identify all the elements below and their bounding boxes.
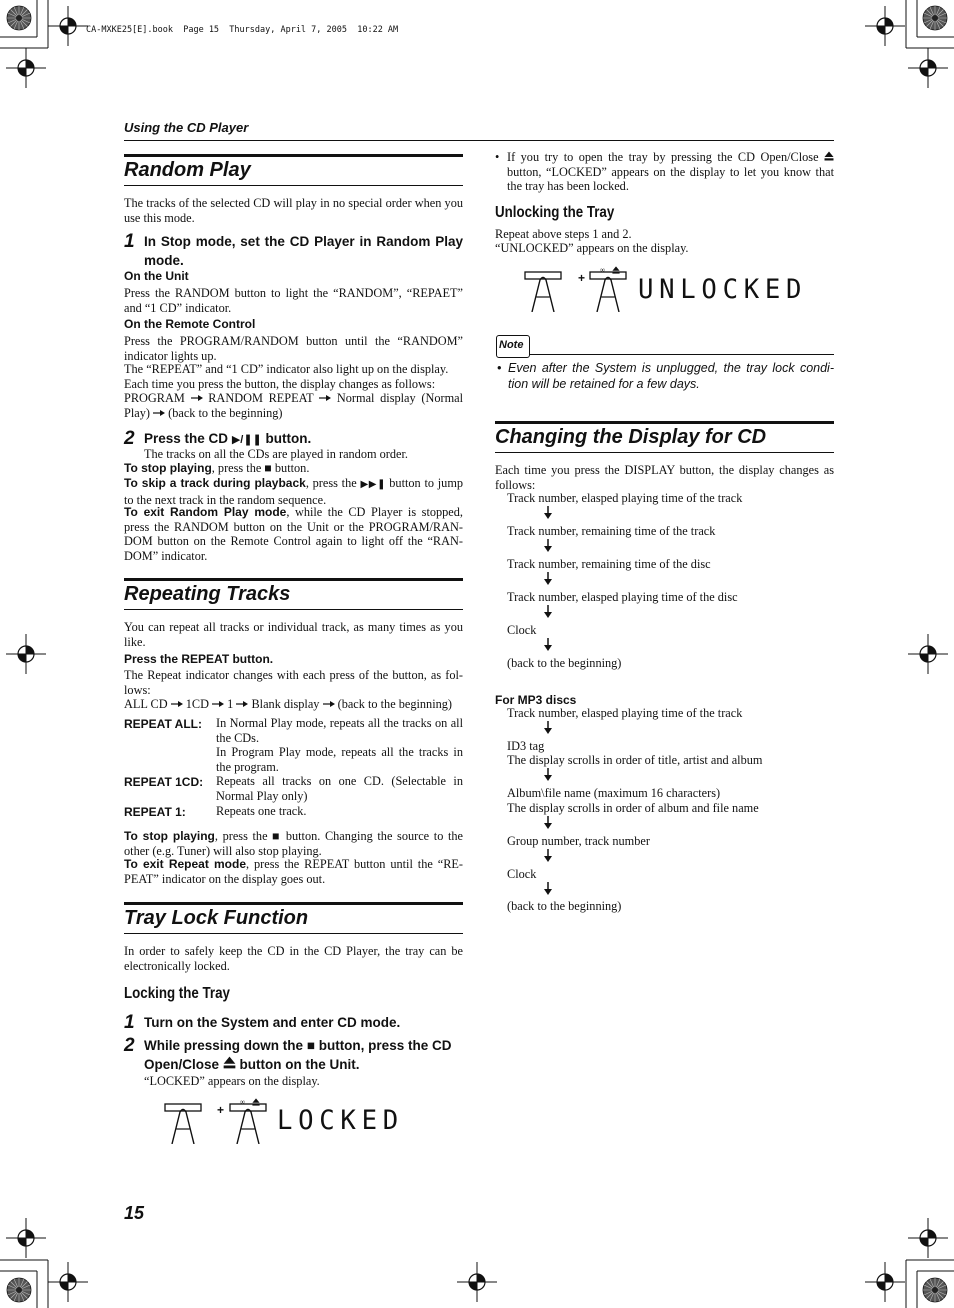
page-number: 15 <box>124 1203 145 1223</box>
file-info: CA-MXKE25[E].book Page 15 Thursday, April 7, 2005 10:22 AM <box>86 25 399 35</box>
down-arrow-icon <box>542 721 554 734</box>
registration-mark-icon <box>457 1262 497 1302</box>
down-arrow-icon <box>542 539 554 552</box>
seq-item: 1 <box>227 697 234 711</box>
def-term: REPEAT ALL: <box>124 717 202 731</box>
mp3-label: For MP3 discs <box>495 693 577 707</box>
def-desc: In Program Play mode, repeats all the tracks in the program. <box>216 745 463 774</box>
registration-mark-icon <box>6 48 46 88</box>
unlocked-display: UNLOCKED <box>638 274 808 305</box>
stop-square-icon: ■ <box>306 1038 315 1053</box>
eject-icon <box>252 1098 260 1106</box>
stop-text: button. <box>274 461 310 475</box>
stop-label: To stop playing <box>124 461 212 475</box>
registration-mark-icon <box>908 48 948 88</box>
title-rule-bottom <box>124 185 463 186</box>
random-skip <box>124 476 463 507</box>
on-remote-label: On the Remote Control <box>124 317 256 331</box>
flow-item: Track number, remaining time of the track <box>507 524 716 538</box>
section-label: Using the CD Player <box>124 120 249 135</box>
bullet-icon: • <box>495 150 500 164</box>
stop-square-icon: ■ <box>272 829 282 843</box>
registration-mark-icon <box>6 1218 46 1258</box>
bullet-text: button, “LOCKED” appears on the display to let you know that the tray has been locked. <box>507 164 834 194</box>
right-arrow-icon <box>323 700 335 708</box>
registration-mark-icon <box>48 1262 88 1302</box>
right-arrow-icon <box>191 394 203 402</box>
note-label: Note <box>499 339 524 351</box>
registration-mark-icon <box>865 1262 905 1302</box>
on-unit-label: On the Unit <box>124 269 189 283</box>
stop-text: button. Changing the source to the other (e.g. Tuner) will also stop playing. <box>124 829 463 858</box>
skip-text: button to jump to the next track in the random sequence. <box>124 476 464 507</box>
step2-text: button, press the CD Open/Close <box>144 1038 452 1072</box>
eject-icon <box>824 151 834 161</box>
registration-mark-icon <box>908 634 948 674</box>
registration-mark-icon <box>48 6 88 46</box>
step2-desc: The tracks on all the CDs are played in random order. <box>144 447 408 461</box>
locking-title: Locking the Tray <box>124 985 230 1002</box>
unlocking-title: Unlocking the Tray <box>495 204 615 221</box>
stop-square-icon: ■ <box>264 461 272 475</box>
title-rule-top <box>124 578 463 581</box>
flow-item: Track number, remaining time of the disc <box>507 557 711 571</box>
down-arrow-icon <box>542 768 554 781</box>
down-arrow-icon <box>542 506 554 519</box>
title-rule-bottom <box>124 609 463 610</box>
repeat-sequence <box>124 697 463 712</box>
title-rule-bottom <box>124 933 463 934</box>
def-desc: In Normal Play mode, repeats all the tracks on all the CDs. <box>216 716 463 745</box>
repeat-stop <box>124 829 463 858</box>
press-repeat-desc: The Repeat indicator changes with each press of the button, as fol-lows: <box>124 668 463 697</box>
skip-forward-icon: ▶▶❚ <box>360 479 386 490</box>
eject-icon <box>223 1056 236 1069</box>
repeating-title: Repeating Tracks <box>124 583 291 605</box>
step-number: 2 <box>124 1035 135 1056</box>
random-sequence <box>124 391 463 420</box>
right-arrow-icon <box>319 394 331 402</box>
flow-item: Track number, elasped playing time of the track <box>507 491 743 505</box>
registration-mark-icon <box>6 634 46 674</box>
locked-display: LOCKED <box>277 1105 404 1136</box>
def-desc: Repeats all tracks on one CD. (Selectable in Normal Play only) <box>216 774 463 803</box>
flow-item: The display scrolls in order of title, artist and album <box>507 753 763 767</box>
random-intro: The tracks of the selected CD will play in no special order when you use this mode. <box>124 196 463 225</box>
stop-label: To stop playing <box>124 829 215 843</box>
locked-desc: “LOCKED” appears on the display. <box>144 1074 320 1088</box>
lock-step2 <box>144 1036 463 1074</box>
color-target-icon <box>6 5 32 31</box>
step2-text: While pressing down the <box>144 1038 304 1053</box>
exit-label: To exit Random Play mode <box>124 505 287 519</box>
color-target-icon <box>922 1277 948 1303</box>
down-arrow-icon <box>542 882 554 895</box>
seq-item: 1CD <box>185 697 209 711</box>
flow-item: Clock <box>507 867 537 881</box>
flow-item: Group number, track number <box>507 834 650 848</box>
exit-label: To exit Repeat mode <box>124 857 247 871</box>
flow-item: (back to the beginning) <box>507 899 622 913</box>
step-number: 2 <box>124 428 135 449</box>
title-rule-top <box>124 154 463 157</box>
registration-mark-icon <box>908 1218 948 1258</box>
flow-item: Album\file name (maximum 16 characters) <box>507 786 721 800</box>
press-button-illustration <box>589 270 627 312</box>
stop-text: , press the <box>214 829 268 843</box>
repeat-infinity-icon: ∞ <box>240 1098 245 1106</box>
flow-item: ID3 tag <box>507 739 545 753</box>
def-term: REPEAT 1: <box>124 805 186 819</box>
bullet-icon: • <box>497 361 502 375</box>
display-intro: Each time you press the DISPLAY button, the display changes as follows: <box>495 463 834 492</box>
press-button-illustration <box>229 1102 267 1144</box>
unlock-desc2: “UNLOCKED” appears on the display. <box>495 241 689 255</box>
random-exit <box>124 505 463 563</box>
color-target-icon <box>6 1277 32 1303</box>
down-arrow-icon <box>542 816 554 829</box>
plus-sign: + <box>578 271 586 285</box>
repeat-note: The “REPEAT” and “1 CD” indicator also light up on the display. <box>124 362 449 376</box>
down-arrow-icon <box>542 849 554 862</box>
press-repeat-label: Press the REPEAT button. <box>124 652 274 666</box>
flow-item: Track number, elasped playing time of the track <box>507 706 743 720</box>
flow-item: (back to the beginning) <box>507 656 622 670</box>
step-number: 1 <box>124 231 135 252</box>
down-arrow-icon <box>542 572 554 585</box>
skip-text: , press the <box>305 476 357 490</box>
random-stop <box>124 461 463 476</box>
plus-sign: + <box>217 1103 225 1117</box>
repeat-infinity-icon: ∞ <box>600 266 605 274</box>
seq-item: PROGRAM <box>124 391 185 405</box>
def-term: REPEAT 1CD: <box>124 775 204 789</box>
note-rule <box>530 354 834 355</box>
exit-text: , while the CD Player is stopped, press the RANDOM button on the Unit or the PROGRAM/RAN-DOM button on the Remote Control again to light off the “RAN-DOM” indicator. <box>124 505 463 563</box>
flow-item: Clock <box>507 623 537 637</box>
random-step1: In Stop mode, set the CD Player in Random Play mode. <box>144 234 463 268</box>
color-target-icon <box>922 5 948 31</box>
seq-item: (back to the beginning) <box>337 697 453 711</box>
seq-item: (back to the beginning) <box>168 405 283 420</box>
lock-step1: Turn on the System and enter CD mode. <box>144 1015 401 1030</box>
skip-label: To skip a track during playback <box>124 476 306 490</box>
flow-item: The display scrolls in order of album and file name <box>507 801 759 815</box>
step-number: 1 <box>124 1012 135 1033</box>
note-text: Even after the System is unplugged, the tray lock condi-tion will be retained for a few days. <box>508 361 834 391</box>
repeating-intro: You can repeat all tracks or individual track, as many times as you like. <box>124 620 463 649</box>
right-arrow-icon <box>212 700 224 708</box>
seq-item: RANDOM REPEAT <box>208 391 314 405</box>
def-desc: Repeats one track. <box>216 804 307 818</box>
stop-text: , press the <box>211 461 262 475</box>
step2-text: button on the Unit. <box>239 1057 360 1072</box>
press-button-illustration <box>164 1102 202 1144</box>
right-arrow-icon <box>171 700 183 708</box>
step2-text: Press the CD <box>144 431 229 446</box>
down-arrow-icon <box>542 605 554 618</box>
right-arrow-icon <box>153 409 165 417</box>
bullet-text: If you try to open the tray by pressing the CD Open/Close <box>507 150 819 164</box>
tray-lock-title: Tray Lock Function <box>124 907 309 929</box>
seq-item: Normal display (Normal Play) <box>124 391 464 420</box>
exit-text: , press the REPEAT button until the “RE-PEAT” indicator on the display goes out. <box>124 857 464 886</box>
unlock-desc1: Repeat above steps 1 and 2. <box>495 227 632 241</box>
repeat-exit <box>124 857 463 886</box>
on-remote-text: Press the PROGRAM/RANDOM button until the “RANDOM” indicator lights up. <box>124 334 463 363</box>
down-arrow-icon <box>542 638 554 651</box>
title-rule-top <box>124 902 463 905</box>
registration-mark-icon <box>865 6 905 46</box>
tray-lock-intro: In order to safely keep the CD in the CD Player, the tray can be electronically locked. <box>124 944 463 973</box>
note-badge <box>496 335 530 358</box>
play-pause-icon: ▶/❚❚ <box>231 434 262 446</box>
tray-bullet <box>507 150 834 194</box>
title-rule-bottom <box>495 452 834 453</box>
right-arrow-icon <box>236 700 248 708</box>
random-play-title: Random Play <box>124 159 251 181</box>
seq-item: ALL CD <box>124 697 168 711</box>
step2-text: button. <box>265 431 312 446</box>
press-button-illustration <box>524 270 562 312</box>
eject-icon <box>612 266 620 274</box>
each-time-text: Each time you press the button, the display changes as follows: <box>124 377 436 391</box>
on-unit-text: Press the RANDOM button to light the “RANDOM”, “REPAET” and “1 CD” indicator. <box>124 286 463 315</box>
header-rule <box>124 140 834 141</box>
title-rule-top <box>495 421 834 424</box>
display-change-title: Changing the Display for CD <box>495 426 767 448</box>
flow-item: Track number, elasped playing time of the disc <box>507 590 738 604</box>
seq-item: Blank display <box>251 697 320 711</box>
